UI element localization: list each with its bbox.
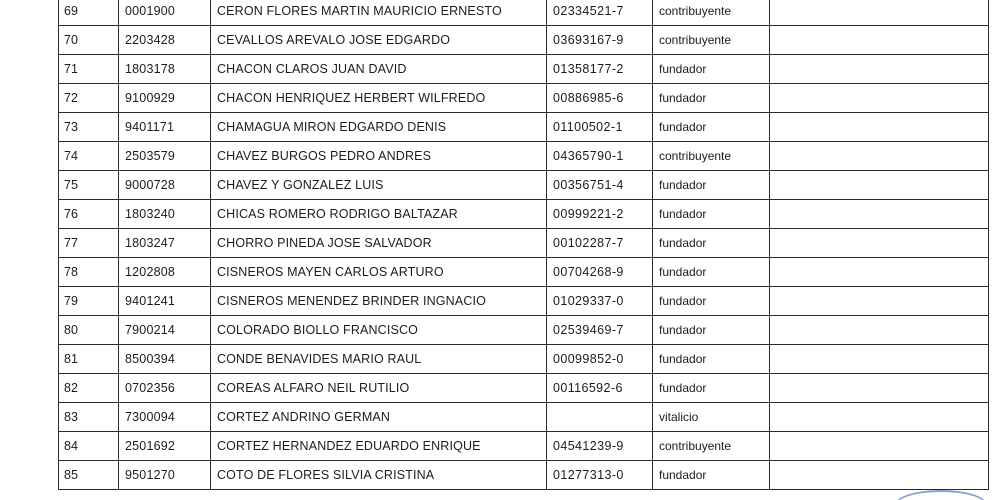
- member-name-cell: CEVALLOS AREVALO JOSE EDGARDO: [211, 26, 547, 55]
- member-code-cell: 2501692: [119, 432, 211, 461]
- member-name-cell: CHICAS ROMERO RODRIGO BALTAZAR: [211, 200, 547, 229]
- table-row: [59, 26, 989, 55]
- table-row: [59, 461, 989, 490]
- row-number-cell: 78: [59, 258, 119, 287]
- document-number-cell: 00886985-6: [547, 84, 653, 113]
- member-name-cell: CERON FLORES MARTIN MAURICIO ERNESTO: [211, 0, 547, 26]
- blank-cell: [770, 432, 989, 461]
- row-number-cell: 73: [59, 113, 119, 142]
- row-number-cell: 81: [59, 345, 119, 374]
- member-name-cell: COREAS ALFARO NEIL RUTILIO: [211, 374, 547, 403]
- document-number-cell: 01277313-0: [547, 461, 653, 490]
- table-row: [59, 142, 989, 171]
- member-type-cell: fundador: [653, 461, 770, 490]
- blank-cell: [770, 171, 989, 200]
- member-name-cell: CHAVEZ Y GONZALEZ LUIS: [211, 171, 547, 200]
- member-name-cell: CHAMAGUA MIRON EDGARDO DENIS: [211, 113, 547, 142]
- member-code-cell: 0702356: [119, 374, 211, 403]
- member-name-cell: CONDE BENAVIDES MARIO RAUL: [211, 345, 547, 374]
- table-row: [59, 316, 989, 345]
- row-number-cell: 71: [59, 55, 119, 84]
- blank-cell: [770, 200, 989, 229]
- member-type-cell: contribuyente: [653, 0, 770, 26]
- member-name-cell: COTO DE FLORES SILVIA CRISTINA: [211, 461, 547, 490]
- member-type-cell: fundador: [653, 374, 770, 403]
- row-number-cell: 82: [59, 374, 119, 403]
- document-number-cell: 00116592-6: [547, 374, 653, 403]
- table-row: [59, 171, 989, 200]
- blank-cell: [770, 461, 989, 490]
- row-number-cell: 85: [59, 461, 119, 490]
- blank-cell: [770, 403, 989, 432]
- table-row: [59, 345, 989, 374]
- member-code-cell: 1803247: [119, 229, 211, 258]
- member-type-cell: contribuyente: [653, 26, 770, 55]
- blank-cell: [770, 229, 989, 258]
- member-type-cell: vitalicio: [653, 403, 770, 432]
- blank-cell: [770, 142, 989, 171]
- blank-cell: [770, 113, 989, 142]
- member-code-cell: 9501270: [119, 461, 211, 490]
- member-name-cell: CISNEROS MENENDEZ BRINDER INGNACIO: [211, 287, 547, 316]
- table-row: [59, 113, 989, 142]
- table-row: [59, 55, 989, 84]
- member-code-cell: 7300094: [119, 403, 211, 432]
- row-number-cell: 83: [59, 403, 119, 432]
- document-number-cell: 00704268-9: [547, 258, 653, 287]
- blank-cell: [770, 55, 989, 84]
- blank-cell: [770, 258, 989, 287]
- table-row: [59, 258, 989, 287]
- member-type-cell: fundador: [653, 171, 770, 200]
- blank-cell: [770, 374, 989, 403]
- member-code-cell: 8500394: [119, 345, 211, 374]
- row-number-cell: 74: [59, 142, 119, 171]
- member-name-cell: COLORADO BIOLLO FRANCISCO: [211, 316, 547, 345]
- member-name-cell: CORTEZ HERNANDEZ EDUARDO ENRIQUE: [211, 432, 547, 461]
- member-type-cell: fundador: [653, 113, 770, 142]
- document-number-cell: 00999221-2: [547, 200, 653, 229]
- document-number-cell: 00356751-4: [547, 171, 653, 200]
- document-number-cell: 04541239-9: [547, 432, 653, 461]
- member-type-cell: contribuyente: [653, 142, 770, 171]
- member-code-cell: 9000728: [119, 171, 211, 200]
- blank-cell: [770, 345, 989, 374]
- member-code-cell: 1803240: [119, 200, 211, 229]
- table-row: [59, 229, 989, 258]
- row-number-cell: 76: [59, 200, 119, 229]
- stamp-mark: [896, 490, 986, 500]
- table-row: [59, 432, 989, 461]
- member-type-cell: fundador: [653, 258, 770, 287]
- member-type-cell: fundador: [653, 316, 770, 345]
- table-row: [59, 403, 989, 432]
- row-number-cell: 77: [59, 229, 119, 258]
- member-type-cell: fundador: [653, 200, 770, 229]
- document-number-cell: 03693167-9: [547, 26, 653, 55]
- blank-cell: [770, 26, 989, 55]
- document-number-cell: 01358177-2: [547, 55, 653, 84]
- member-roster-table: [58, 0, 989, 490]
- member-code-cell: 0001900: [119, 0, 211, 26]
- table-row: [59, 84, 989, 113]
- document-number-cell: 04365790-1: [547, 142, 653, 171]
- row-number-cell: 69: [59, 0, 119, 26]
- member-type-cell: fundador: [653, 287, 770, 316]
- document-number-cell: 01029337-0: [547, 287, 653, 316]
- member-code-cell: 7900214: [119, 316, 211, 345]
- member-type-cell: contribuyente: [653, 432, 770, 461]
- row-number-cell: 80: [59, 316, 119, 345]
- table-row: [59, 0, 989, 26]
- roster-body: [59, 0, 989, 490]
- document-number-cell: [547, 403, 653, 432]
- blank-cell: [770, 316, 989, 345]
- row-number-cell: 79: [59, 287, 119, 316]
- member-code-cell: 9401241: [119, 287, 211, 316]
- document-number-cell: 02539469-7: [547, 316, 653, 345]
- member-code-cell: 2203428: [119, 26, 211, 55]
- row-number-cell: 70: [59, 26, 119, 55]
- blank-cell: [770, 0, 989, 26]
- row-number-cell: 72: [59, 84, 119, 113]
- document-number-cell: 01100502-1: [547, 113, 653, 142]
- table-row: [59, 287, 989, 316]
- blank-cell: [770, 287, 989, 316]
- member-code-cell: 1803178: [119, 55, 211, 84]
- document-number-cell: 02334521-7: [547, 0, 653, 26]
- document-number-cell: 00102287-7: [547, 229, 653, 258]
- member-name-cell: CHACON CLAROS JUAN DAVID: [211, 55, 547, 84]
- row-number-cell: 75: [59, 171, 119, 200]
- blank-cell: [770, 84, 989, 113]
- member-code-cell: 9401171: [119, 113, 211, 142]
- member-type-cell: fundador: [653, 345, 770, 374]
- member-name-cell: CORTEZ ANDRINO GERMAN: [211, 403, 547, 432]
- member-code-cell: 9100929: [119, 84, 211, 113]
- member-type-cell: fundador: [653, 84, 770, 113]
- row-number-cell: 84: [59, 432, 119, 461]
- member-type-cell: fundador: [653, 55, 770, 84]
- table-row: [59, 200, 989, 229]
- member-name-cell: CHAVEZ BURGOS PEDRO ANDRES: [211, 142, 547, 171]
- member-type-cell: fundador: [653, 229, 770, 258]
- document-number-cell: 00099852-0: [547, 345, 653, 374]
- member-name-cell: CHORRO PINEDA JOSE SALVADOR: [211, 229, 547, 258]
- member-name-cell: CHACON HENRIQUEZ HERBERT WILFREDO: [211, 84, 547, 113]
- member-code-cell: 1202808: [119, 258, 211, 287]
- table-row: [59, 374, 989, 403]
- member-code-cell: 2503579: [119, 142, 211, 171]
- member-name-cell: CISNEROS MAYEN CARLOS ARTURO: [211, 258, 547, 287]
